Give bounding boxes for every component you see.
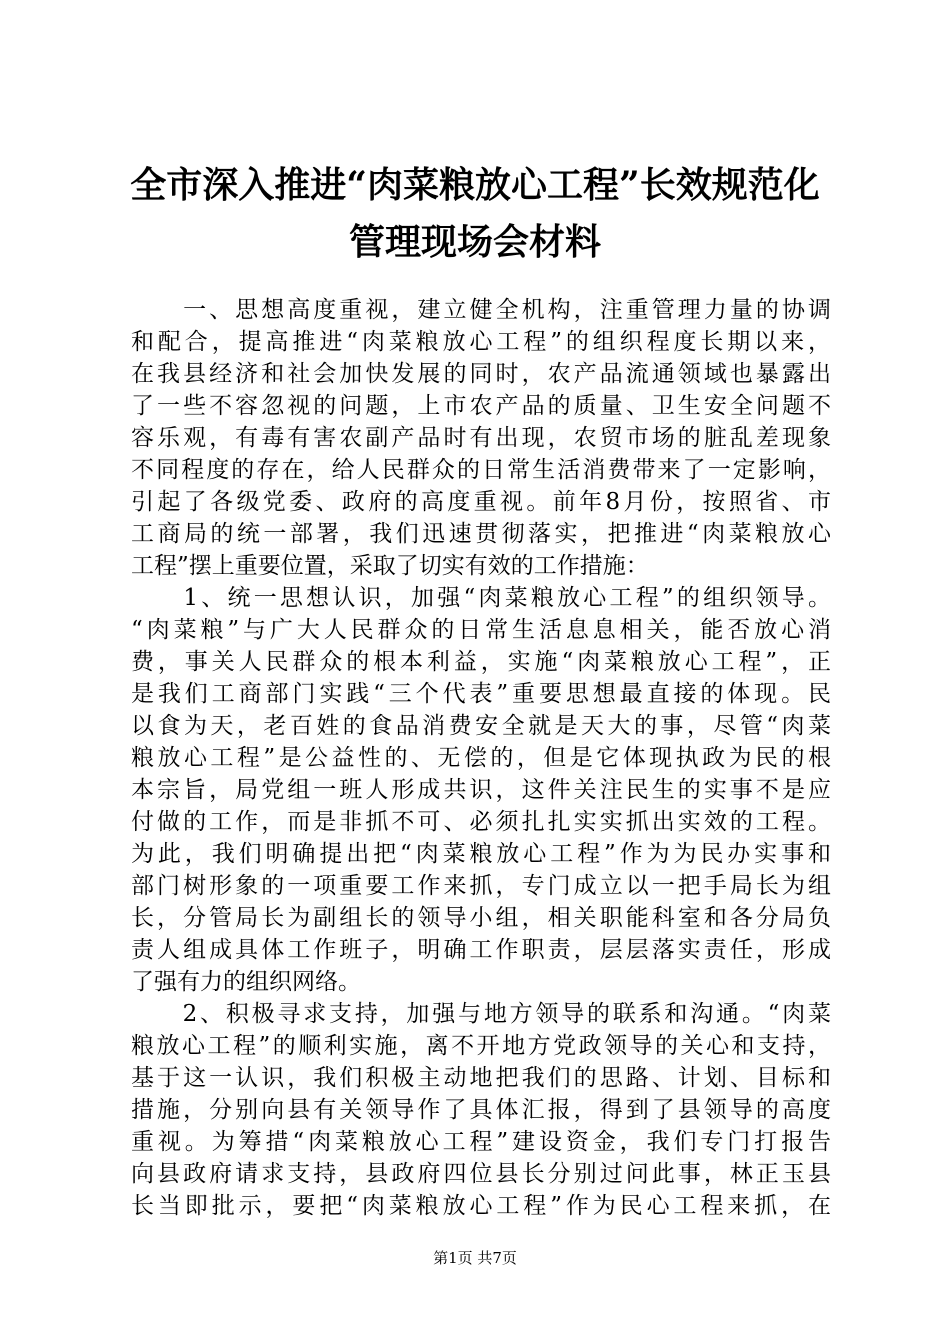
document-title-line-2: 管理现场会材料 <box>348 221 601 263</box>
body-line: 2、积极寻求支持，加强与地方领导的联系和沟通。“肉菜 <box>131 1001 831 1027</box>
body-line: 引起了各级党委、政府的高度重视。前年8月份，按照省、市 <box>131 489 831 515</box>
body-line: 以食为天，老百姓的食品消费安全就是天大的事，尽管“肉菜 <box>131 713 831 739</box>
document-body <box>131 294 831 1222</box>
body-line: 本宗旨，局党组一班人形成共识，这件关注民生的实事不是应 <box>131 777 831 803</box>
body-line: 部门树形象的一项重要工作来抓，专门成立以一把手局长为组 <box>131 873 831 899</box>
body-line: 责人组成具体工作班子，明确工作职责，层层落实责任，形成 <box>131 937 831 963</box>
body-line: 不同程度的存在，给人民群众的日常生活消费带来了一定影响， <box>131 457 831 483</box>
body-line: 措施，分别向县有关领导作了具体汇报，得到了县领导的高度 <box>131 1097 831 1123</box>
document-title-line-1: 全市深入推进“肉菜粮放心工程”长效规范化 <box>130 164 820 206</box>
body-line: 了一些不容忽视的问题，上市农产品的质量、卫生安全问题不 <box>131 393 831 419</box>
body-line: 1、统一思想认识，加强“肉菜粮放心工程”的组织领导。 <box>131 585 831 611</box>
body-line: 一、思想高度重视，建立健全机构，注重管理力量的协调 <box>131 297 831 323</box>
body-line: 基于这一认识，我们积极主动地把我们的思路、计划、目标和 <box>131 1065 831 1091</box>
body-line: 粮放心工程”是公益性的、无偿的，但是它体现执政为民的根 <box>131 745 831 771</box>
body-line: 容乐观，有毒有害农副产品时有出现，农贸市场的脏乱差现象 <box>131 425 831 451</box>
body-line: 在我县经济和社会加快发展的同时，农产品流通领域也暴露出 <box>131 361 831 387</box>
body-line: 长当即批示，要把“肉菜粮放心工程”作为民心工程来抓，在 <box>131 1193 831 1219</box>
body-line: 工程”摆上重要位置，采取了切实有效的工作措施： <box>131 553 649 579</box>
page-footer: 第1页 共7页 <box>433 1249 517 1267</box>
body-line: 长，分管局长为副组长的领导小组，相关职能科室和各分局负 <box>131 905 831 931</box>
body-line: 付做的工作，而是非抓不可、必须扎扎实实抓出实效的工程。 <box>131 809 831 835</box>
body-line: 和配合，提高推进“肉菜粮放心工程”的组织程度长期以来， <box>131 329 831 355</box>
body-line: “肉菜粮”与广大人民群众的日常生活息息相关，能否放心消 <box>131 617 831 643</box>
body-line: 工商局的统一部署，我们迅速贯彻落实，把推进“肉菜粮放心 <box>131 521 831 547</box>
body-line: 了强有力的组织网络。 <box>131 969 361 995</box>
body-line: 重视。为筹措“肉菜粮放心工程”建设资金，我们专门打报告 <box>131 1129 831 1155</box>
body-line: 是我们工商部门实践“三个代表”重要思想最直接的体现。民 <box>131 681 831 707</box>
body-line: 为此，我们明确提出把“肉菜粮放心工程”作为为民办实事和 <box>131 841 831 867</box>
body-line: 费，事关人民群众的根本利益，实施“肉菜粮放心工程”，正 <box>131 649 831 675</box>
body-line: 向县政府请求支持，县政府四位县长分别过问此事，林正玉县 <box>131 1161 831 1187</box>
body-line: 粮放心工程”的顺利实施，离不开地方党政领导的关心和支持， <box>131 1033 831 1059</box>
